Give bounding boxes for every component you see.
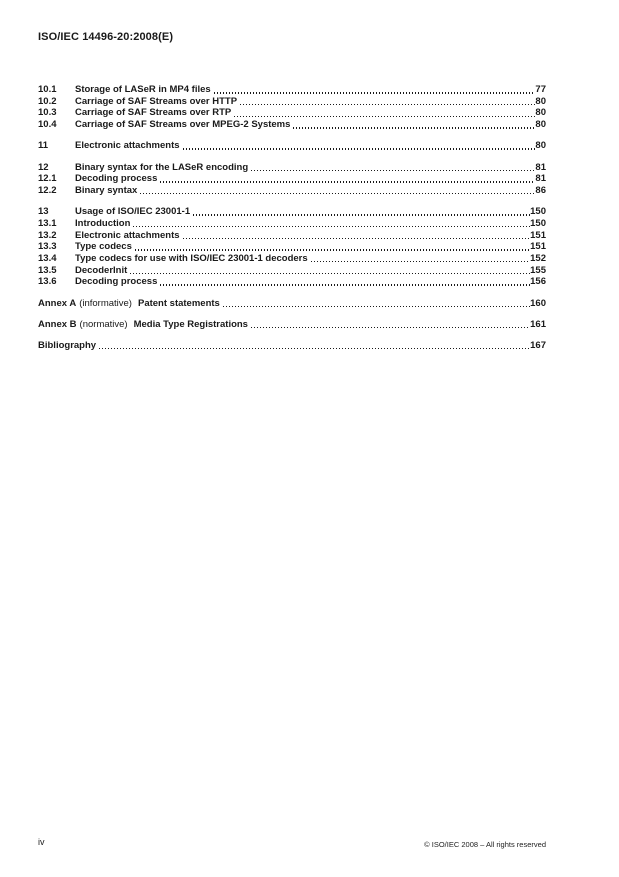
toc-entry-page: 167 — [530, 339, 546, 351]
toc-group — [38, 340, 546, 352]
dot-leader — [311, 261, 530, 262]
toc-entry-qualifier: (normative) — [79, 318, 128, 330]
toc-entry — [38, 298, 546, 310]
document-header: ISO/IEC 14496-20:2008(E) — [38, 31, 174, 43]
toc-entry-number: 11 — [38, 140, 49, 152]
toc-entry-page: 150 — [530, 206, 546, 218]
toc-entry-page: 80 — [535, 95, 546, 107]
dot-leader — [183, 148, 536, 149]
dot-leader — [160, 284, 530, 285]
toc-entry-page: 86 — [535, 184, 546, 196]
toc-entry-number: 13.2 — [38, 229, 57, 241]
dot-leader — [223, 306, 530, 307]
toc-entry-number: 10.3 — [38, 107, 57, 119]
toc-entry-title: Decoding process — [75, 173, 158, 185]
dot-leader — [251, 327, 530, 328]
toc-entry-title: Carriage of SAF Streams over MPEG-2 Systems — [75, 119, 291, 131]
toc-entry-title: Electronic attachments — [75, 140, 180, 152]
toc-entry — [38, 206, 546, 218]
toc-group — [38, 84, 546, 131]
toc-entry-title: Storage of LASeR in MP4 files — [75, 84, 211, 95]
toc-entry-title: Binary syntax for the LASeR encoding — [75, 161, 249, 173]
toc-group — [38, 162, 546, 197]
toc-entry-number: 10.4 — [38, 119, 57, 131]
dot-leader — [293, 127, 535, 128]
toc-entry-page: 80 — [535, 140, 546, 152]
toc-entry-page: 155 — [530, 264, 546, 276]
toc-entry — [38, 218, 546, 230]
toc-entry — [38, 185, 546, 197]
toc-entry-title: Carriage of SAF Streams over HTTP — [75, 95, 238, 107]
toc-entry-page: 161 — [530, 318, 546, 330]
footer-page-number: iv — [38, 837, 45, 847]
toc-entry-number: 13.3 — [38, 241, 57, 253]
dot-leader — [251, 170, 535, 171]
toc-entry-annex-label: Annex B — [38, 318, 77, 330]
toc-entry-title: Introduction — [75, 217, 131, 229]
toc-entry-title: Electronic attachments — [75, 229, 180, 241]
dot-leader — [130, 273, 530, 274]
toc-entry — [38, 340, 546, 352]
toc-entry-annex-label: Annex A — [38, 297, 77, 309]
toc-entry-qualifier: (informative) — [79, 297, 132, 309]
toc-entry-page: 80 — [535, 119, 546, 131]
toc-entry-number: 12.1 — [38, 173, 57, 185]
toc-group — [38, 140, 546, 152]
toc-group — [38, 298, 546, 310]
toc-entry — [38, 230, 546, 242]
toc-entry-title: Media Type Registrations — [133, 318, 248, 330]
dot-leader — [140, 193, 535, 194]
toc-entry — [38, 265, 546, 277]
toc-entry — [38, 276, 546, 288]
dot-leader — [240, 104, 535, 105]
dot-leader — [133, 226, 530, 227]
footer-copyright: © ISO/IEC 2008 – All rights reserved — [424, 840, 546, 849]
toc-entry-title: Bibliography — [38, 339, 97, 351]
toc-entry-page: 81 — [535, 173, 546, 185]
toc-entry-number: 13.1 — [38, 217, 57, 229]
dot-leader — [135, 249, 530, 250]
table-of-contents — [38, 84, 546, 352]
toc-entry — [38, 119, 546, 131]
toc-entry-page: 152 — [530, 252, 546, 264]
toc-entry-page: 151 — [530, 229, 546, 241]
toc-entry-number: 13.6 — [38, 276, 57, 288]
toc-entry-title: Decoding process — [75, 276, 158, 288]
toc-entry-number: 10.1 — [38, 84, 57, 95]
toc-entry-page: 80 — [535, 107, 546, 119]
toc-entry-page: 81 — [535, 161, 546, 173]
dot-leader — [160, 181, 535, 182]
dot-leader — [99, 348, 530, 349]
toc-entry-title: Carriage of SAF Streams over RTP — [75, 107, 232, 119]
toc-group — [38, 206, 546, 288]
dot-leader — [193, 214, 530, 215]
toc-entry-number: 12.2 — [38, 184, 57, 196]
toc-entry-title: Patent statements — [137, 297, 220, 309]
toc-entry-number: 12 — [38, 161, 49, 173]
dot-leader — [214, 92, 536, 93]
toc-entry-title: Usage of ISO/IEC 23001-1 — [75, 206, 191, 218]
toc-entry-page: 150 — [530, 217, 546, 229]
toc-entry — [38, 173, 546, 185]
toc-entry-title: DecoderInit — [75, 264, 128, 276]
toc-entry — [38, 96, 546, 108]
toc-entry-title: Type codecs — [75, 241, 132, 253]
toc-entry — [38, 253, 546, 265]
dot-leader — [234, 116, 535, 117]
toc-entry — [38, 241, 546, 253]
toc-entry-page: 160 — [530, 297, 546, 309]
toc-entry — [38, 107, 546, 119]
toc-entry-number: 13.4 — [38, 252, 57, 264]
toc-entry — [38, 84, 546, 96]
toc-entry-title: Type codecs for use with ISO/IEC 23001-1 decoders — [75, 252, 308, 264]
toc-entry-number: 13.5 — [38, 264, 57, 276]
dot-leader — [183, 238, 531, 239]
toc-entry-page: 156 — [530, 276, 546, 288]
toc-entry — [38, 162, 546, 174]
toc-group — [38, 319, 546, 331]
toc-entry-number: 10.2 — [38, 95, 57, 107]
toc-entry-title: Binary syntax — [75, 184, 138, 196]
toc-entry — [38, 319, 546, 331]
toc-entry-page: 151 — [530, 241, 546, 253]
toc-entry-number: 13 — [38, 206, 49, 218]
toc-entry — [38, 140, 546, 152]
toc-entry-page: 77 — [535, 84, 546, 95]
